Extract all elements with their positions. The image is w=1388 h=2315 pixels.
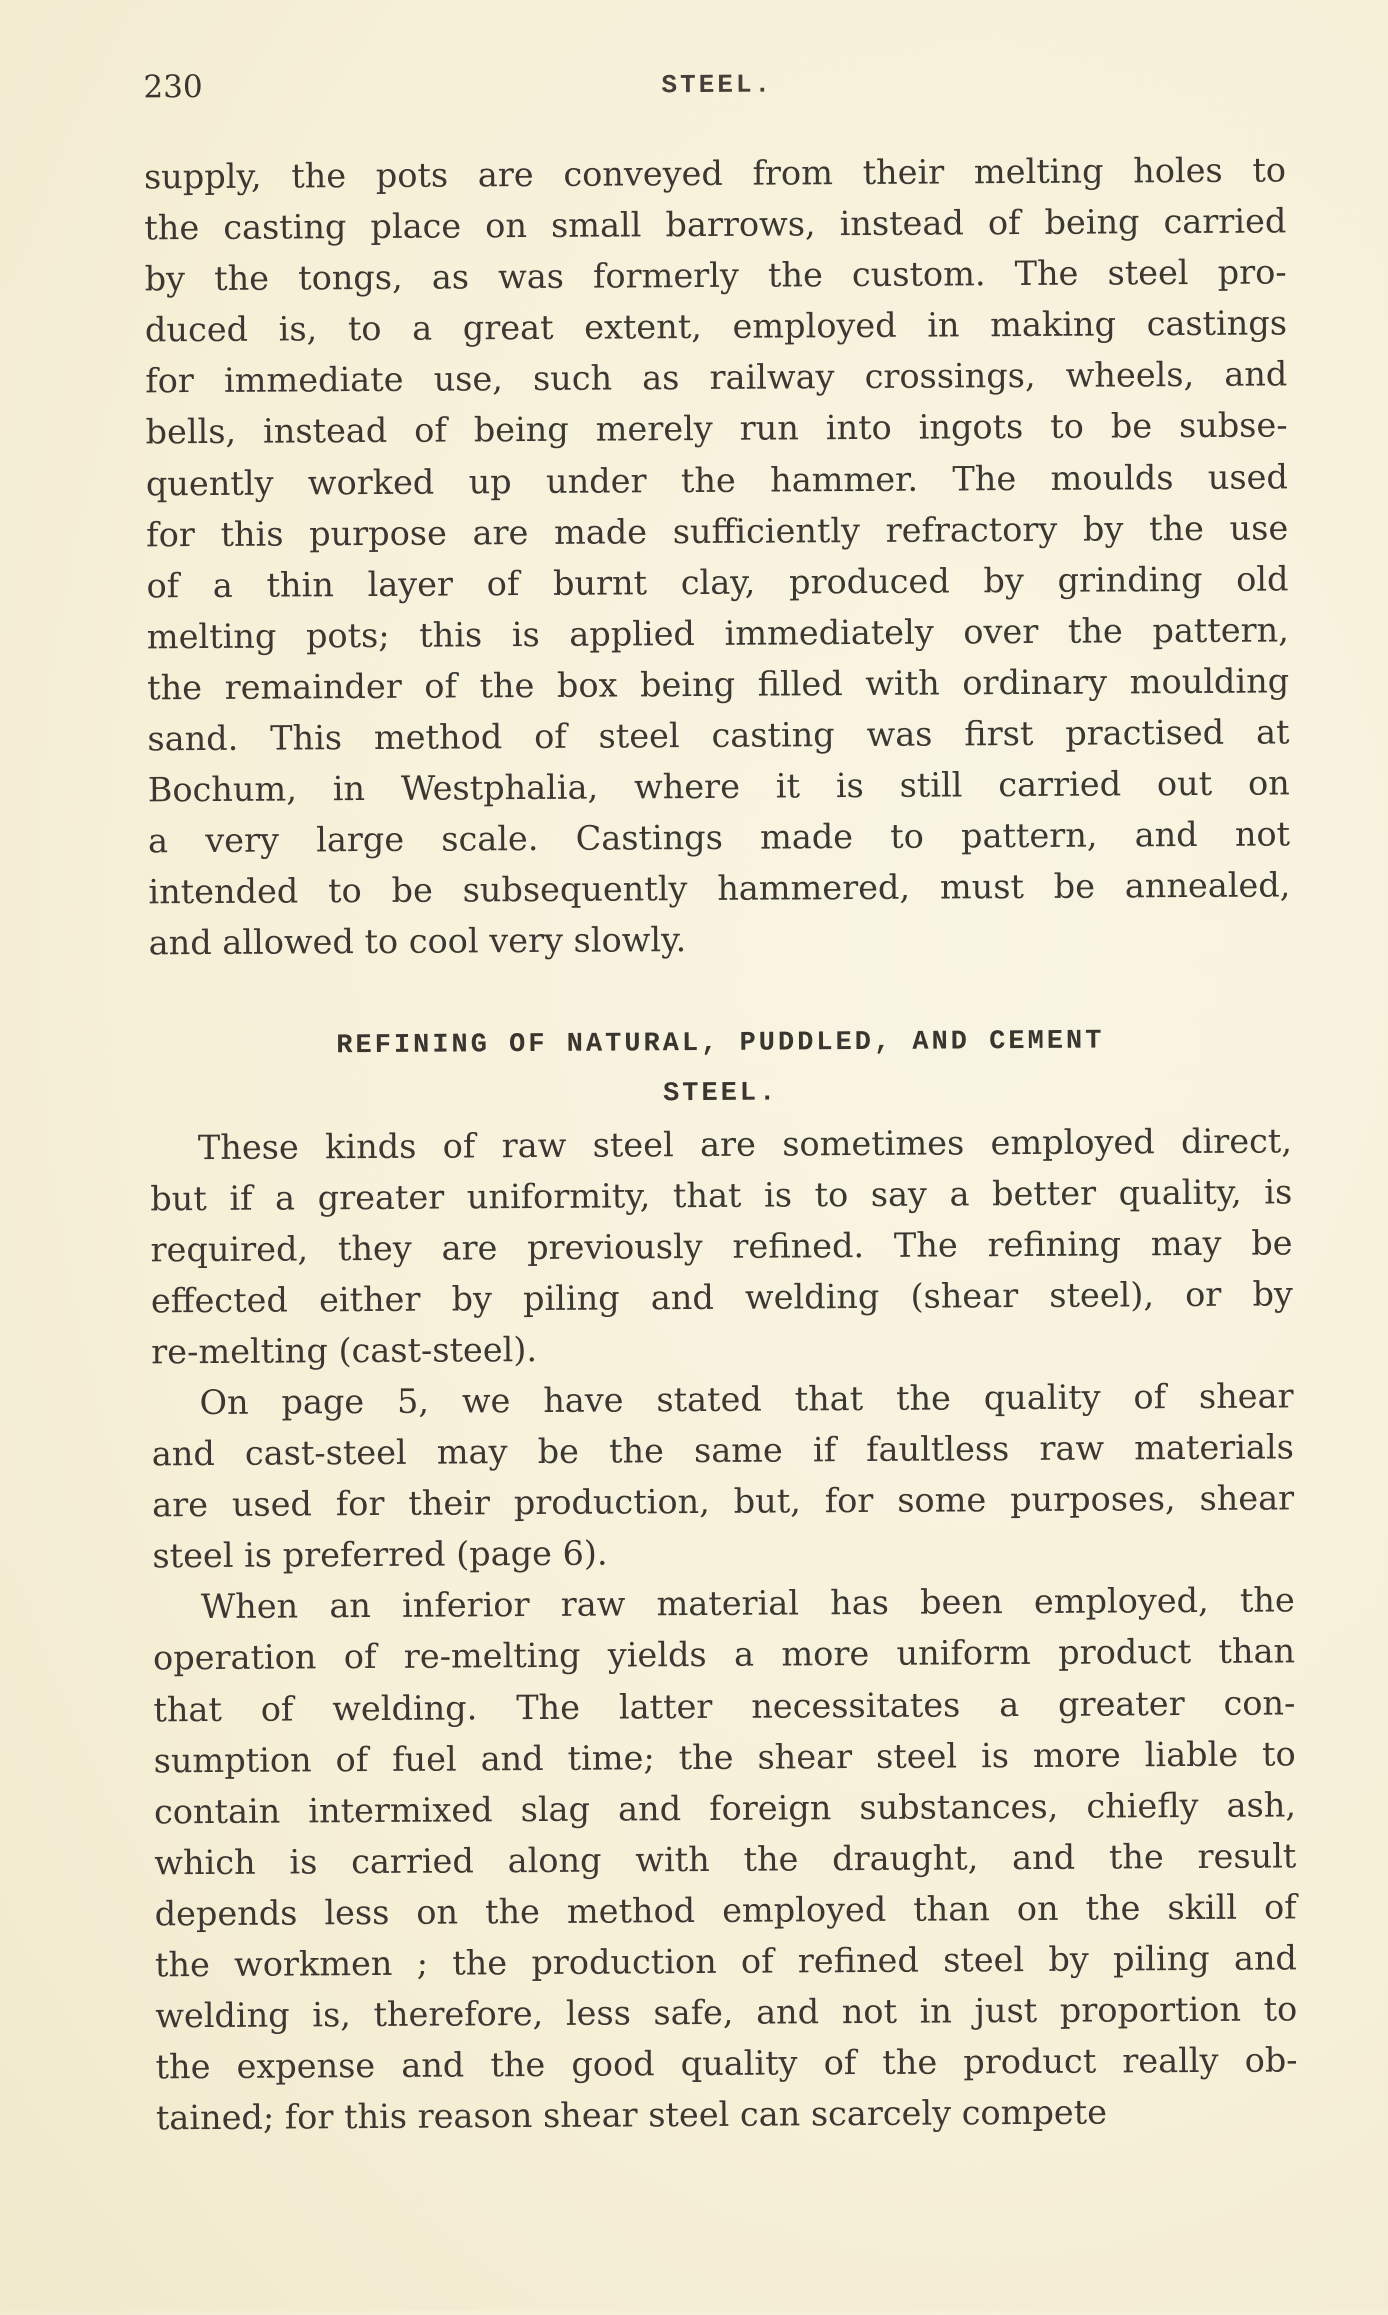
text-line: re-melting (cast-steel). xyxy=(151,1329,538,1372)
page-body xyxy=(144,144,1298,2143)
text-line: a very large scale. Castings made to pattern, and not xyxy=(147,814,1291,861)
section-heading-line-1: REFINING OF NATURAL, PUDDLED, AND CEMENT xyxy=(336,1026,1105,1061)
text-line: the remainder of the box being filled with ordinary moulding xyxy=(147,661,1290,708)
text-line: bells, instead of being merely run into ingots to be subse- xyxy=(145,405,1288,452)
text-line: that of welding. The latter necessitates a greater con- xyxy=(153,1682,1296,1729)
text-line: and cast-steel may be the same if faultless raw materials xyxy=(151,1427,1294,1474)
section-heading-line-2: STEEL. xyxy=(662,1078,779,1109)
text-line: steel is preferred (page 6). xyxy=(152,1533,608,1576)
text-line: intended to be subsequently hammered, must be annealed, xyxy=(148,865,1291,912)
paragraph-inferior-material xyxy=(153,1575,1298,2144)
page-number: 230 xyxy=(143,69,203,106)
text-line: are used for their production, but, for some purposes, shear xyxy=(152,1478,1295,1525)
text-line: but if a greater uniformity, that is to say a better quality, is xyxy=(150,1171,1293,1218)
text-line: These kinds of raw steel are sometimes employed direct, xyxy=(197,1120,1293,1167)
text-line: operation of re-melting yields a more uniform product than xyxy=(152,1631,1296,1678)
text-line: sumption of fuel and time; the shear steel is more liable to xyxy=(153,1733,1296,1780)
page-header xyxy=(143,62,1303,109)
text-line: On page 5, we have stated that the quality of shear xyxy=(199,1376,1294,1423)
text-line: welding is, therefore, less safe, and not in just proportion to xyxy=(155,1989,1298,2036)
text-line: the workmen ; the production of refined steel by piling and xyxy=(154,1938,1298,1985)
text-line: for immediate use, such as railway crossings, wheels, and xyxy=(145,354,1288,401)
paragraph-page-reference xyxy=(151,1370,1294,1581)
text-line: required, they are previously refined. The refining may be xyxy=(150,1223,1293,1270)
text-line: for this purpose are made sufficiently refractory by the use xyxy=(146,508,1289,555)
text-line: tained; for this reason shear steel can scarcely compete xyxy=(155,2092,1108,2138)
text-line: duced is, to a great extent, employed in making castings xyxy=(144,303,1288,350)
text-line: depends less on the method employed than on the skill of xyxy=(154,1887,1297,1934)
paragraph-continued xyxy=(144,144,1291,968)
text-line: When an inferior raw material has been employed, the xyxy=(200,1580,1295,1627)
running-title: STEEL. xyxy=(661,69,774,101)
text-line: of a thin layer of burnt clay, produced by grinding old xyxy=(146,559,1289,606)
text-line: which is carried along with the draught, and the result xyxy=(154,1836,1297,1883)
text-line: sand. This method of steel casting was first practised at xyxy=(147,712,1290,759)
text-line: and allowed to cool very slowly. xyxy=(148,920,687,963)
text-line: the expense and the good quality of the product really ob- xyxy=(155,2040,1298,2087)
paragraph-refining-intro xyxy=(150,1115,1294,1377)
section-spacer xyxy=(149,962,1291,1022)
text-line: melting pots; this is applied immediately over the pattern, xyxy=(146,610,1289,657)
text-line: contain intermixed slag and foreign substances, chiefly ash, xyxy=(153,1785,1297,1832)
section-heading xyxy=(149,1015,1292,1122)
text-line: quently worked up under the hammer. The moulds used xyxy=(145,456,1289,503)
text-line: by the tongs, as was formerly the custom. The steel pro- xyxy=(144,252,1287,299)
text-line: effected either by piling and welding (shear steel), or by xyxy=(150,1274,1294,1321)
text-line: the casting place on small barrows, instead of being carried xyxy=(144,201,1287,248)
text-line: Bochum, in Westphalia, where it is still carried out on xyxy=(147,763,1290,810)
text-line: supply, the pots are conveyed from their melting holes to xyxy=(143,150,1287,197)
